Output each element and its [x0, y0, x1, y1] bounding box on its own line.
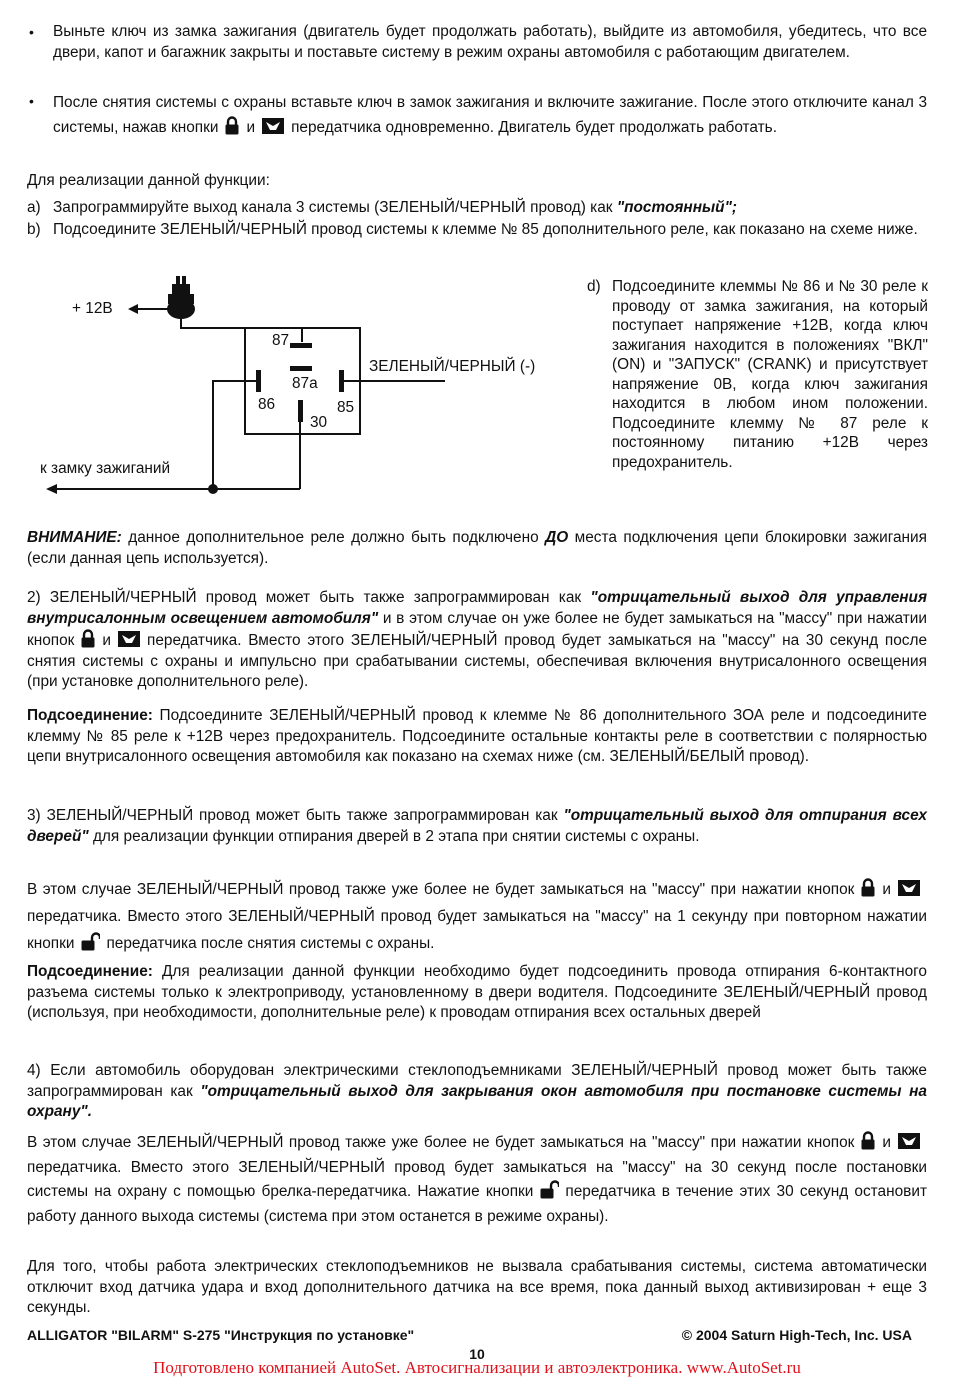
paragraph-4: 4) Если автомобиль оборудован электрическими стеклоподъемниками ЗЕЛЕНЫЙ/ЧЕРНЫЙ провод может быть также запрограммирован как "отрицательный выход для закрывания окон автомобиля при постановке системы на охрану". [27, 1062, 927, 1120]
step-d-label: d) [587, 278, 601, 295]
connection-paragraph-2: Подсоединение: Для реализации данной функции необходимо будет подсоединить провода отпирания 6-контактного разъема системы только к электроприводу, установленному в двери водителя. Подсоедините ЗЕЛЕНЫЙ/ЧЕРНЫЙ провод (используя, при необходимости, дополнительные реле) к проводам отпирания всех остальных дверей [27, 963, 927, 1021]
paragraph-4b: В этом случае ЗЕЛЕНЫЙ/ЧЕРНЫЙ провод также уже более не будет замыкаться на "массу" при нажатии кнопок и передатчика. Вместо этого ЗЕЛЕНЫЙ/ЧЕРНЫЙ провод будет замыкаться на "массу" на 30 секунд после постановки системы на охрану с помощью брелка-передатчика. Нажатие кнопки передатчика в течение этих 30 секунд остановит работу данного выхода системы (система при этом останется в режиме охраны). [27, 1131, 927, 1229]
warning-paragraph: ВНИМАНИЕ: данное дополнительное реле должно быть подключено ДО места подключения цепи блокировки зажигания (если данная цепь используется). [27, 529, 927, 567]
terminal-86-label: 86 [258, 396, 276, 413]
bullet-2: После снятия системы с охраны вставьте ключ в замок зажигания и включите зажигание. После этого отключите канал 3 системы, нажав кнопки и передатчика одновременно. Двигатель будет продолжать работать. [53, 94, 927, 136]
trunk-icon [261, 117, 285, 135]
pin-86 [256, 370, 261, 392]
junction-dot [208, 484, 218, 494]
fuse-icon [167, 276, 195, 319]
paragraph-5: Для того, чтобы работа электрических стеклоподъемников не вызвала срабатывания системы, система автоматически отключит вход датчика удара и вход дополнительного датчика на все время, пока данный выход активизирован + еще 3 секунды. [27, 1258, 927, 1316]
paragraph-3: 3) ЗЕЛЕНЫЙ/ЧЕРНЫЙ провод может быть также запрограммирован как "отрицательный выход для отпирания всех дверей" для реализации функции отпирания дверей в 2 этапа при снятии системы с охраны. [27, 807, 927, 845]
paragraph-2: 2) ЗЕЛЕНЫЙ/ЧЕРНЫЙ провод может быть также запрограммирован как "отрицательный выход для управления внутрисалонным освещением автомобиля" и в этом случае он уже более не будет замыкаться на "массу" при нажатии кнопок и передатчика. Вместо этого ЗЕЛЕНЫЙ/ЧЕРНЫЙ провод будет замыкаться на "массу" на 30 секунд после снятия системы с охраны и импульсно при срабатывании системы, обеспечивая включения внутрисалонного освещения (при установке дополнительного реле). [27, 589, 928, 690]
paragraph-3b: В этом случае ЗЕЛЕНЫЙ/ЧЕРНЫЙ провод также уже более не будет замыкаться на "массу" при нажатии кнопок и передатчика. Вместо этого ЗЕЛЕНЫЙ/ЧЕРНЫЙ провод будет замыкаться на "массу" на 1 секунду при повторном нажатии кнопки передатчика после снятия системы с охраны. [27, 876, 927, 957]
terminal-87a-label: 87a [292, 375, 318, 392]
ignition-arrowhead [46, 484, 57, 494]
lock-icon [224, 116, 240, 135]
plus12-label: + 12В [72, 300, 113, 317]
step-a-label: a) [27, 199, 41, 216]
trunk-icon [897, 1132, 921, 1150]
terminal-87-label: 87 [272, 332, 290, 349]
green-black-wire-label: ЗЕЛЕНЫЙ/ЧЕРНЫЙ (-) [369, 358, 536, 375]
unlock-icon [539, 1180, 559, 1199]
bullet-marker: • [29, 93, 34, 109]
footer-copyright: © 2004 Saturn High-Tech, Inc. USA [681, 1327, 912, 1343]
autoset-credit-link[interactable]: Подготовлено компанией AutoSet. Автосигнализации и автоэлектроника. www.AutoSet.ru [153, 1358, 801, 1377]
pin-87a [290, 366, 312, 371]
pin-30 [298, 400, 303, 422]
plus12-arrowhead [128, 304, 138, 314]
page-number: 10 [469, 1346, 485, 1362]
terminal-30-label: 30 [310, 414, 328, 431]
connection-paragraph-1: Подсоединение: Подсоедините ЗЕЛЕНЫЙ/ЧЕРНЫЙ провод к клемме № 86 дополнительного ЗОА реле и подсоедините клемму № 85 реле к +12В через предохранитель. Подсоедините остальные контакты реле в соответствии с полярностью цепи внутрисалонного освещения автомобиля как показано на схемах ниже (см. ЗЕЛЕНЫЙ/БЕЛЫЙ провод). [27, 707, 927, 765]
bullet-1: Выньте ключ из замка зажигания (двигатель будет продолжать работать), выйдите из автомобиля, убедитесь, что все двери, капот и багажник закрыты и поставьте систему в режим охраны автомобиля с работающим двигателем. [53, 23, 927, 61]
step-b-label: b) [27, 221, 41, 238]
pin-85 [339, 370, 344, 392]
step-a: Запрограммируйте выход канала 3 системы (ЗЕЛЕНЫЙ/ЧЕРНЫЙ провод) как "постоянный"; [53, 199, 737, 216]
step-b: Подсоедините ЗЕЛЕНЫЙ/ЧЕРНЫЙ провод системы к клемме № 85 дополнительного реле, как показано на схеме ниже. [53, 221, 918, 238]
lock-icon [80, 629, 96, 648]
trunk-icon [117, 630, 141, 648]
terminal-85-label: 85 [337, 399, 355, 416]
ignition-label: к замку зажиганий [40, 460, 171, 477]
unlock-icon [80, 932, 100, 951]
function-intro: Для реализации данной функции: [27, 172, 270, 189]
lock-icon [860, 878, 876, 897]
lock-icon [860, 1131, 876, 1150]
step-d: Подсоедините клеммы № 86 и № 30 реле к проводу от замка зажигания, на который поступает напряжение +12В, когда ключ зажигания находится в положениях "ВКЛ" (ON) и "ЗАПУСК" (CRANK) и присутствует напряжение 0В, когда ключ зажигания находится в любом ином положении. Подсоедините клемму № 87 реле к постоянному питанию +12В через предохранитель. [612, 278, 928, 471]
bullet-marker: • [29, 24, 34, 40]
pin-87 [290, 343, 312, 348]
trunk-icon [897, 879, 921, 897]
footer-title: ALLIGATOR "BILARM" S-275 "Инструкция по установке" [27, 1327, 415, 1343]
